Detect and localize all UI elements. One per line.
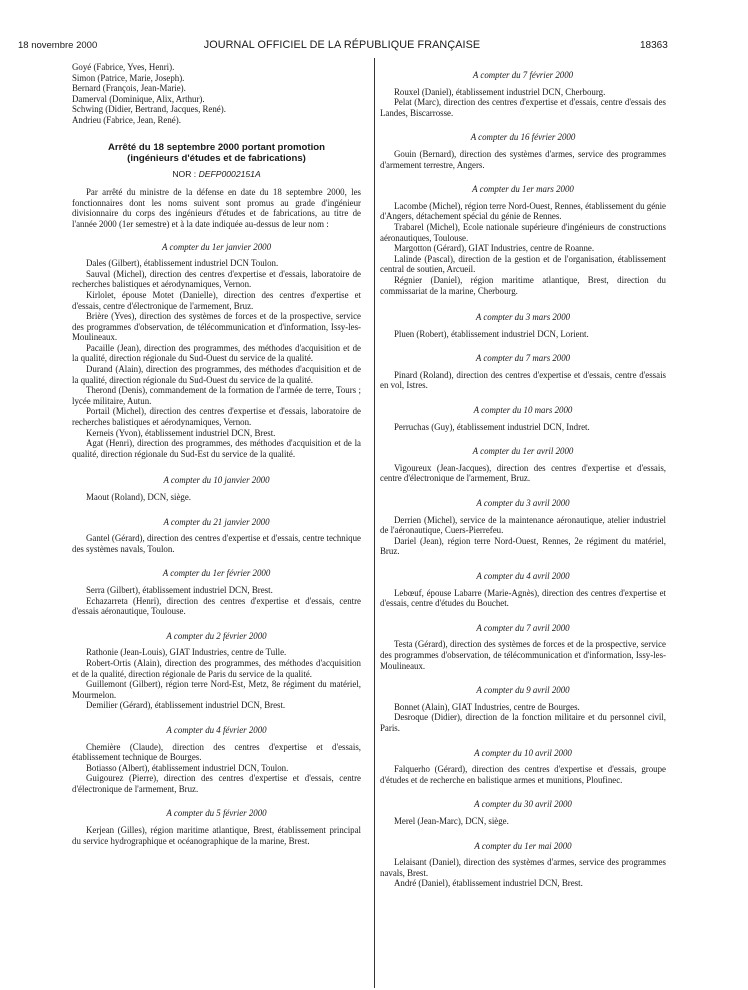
entry: Margotton (Gérard), GIAT Industries, centre de Roanne. [394, 243, 595, 254]
entry: Dales (Gilbert), établissement industriel DCN Toulon. [86, 258, 279, 269]
nor-code: DEFP0002151A [198, 168, 261, 179]
name-list [72, 62, 361, 126]
nor-reference [72, 169, 361, 180]
section-date: A compter du 4 février 2000 [166, 724, 267, 735]
name-item: Bernard (François, Jean-Marie). [72, 83, 186, 94]
entry: Merel (Jean-Marc), DCN, siège. [394, 815, 509, 826]
entry: Vigoureux (Jean-Jacques), direction des centres d'expertise et d'essais, centre d'électronique de l'armement, Bruz. [380, 462, 666, 484]
section-date: A compter du 7 mars 2000 [475, 353, 571, 364]
section-date: A compter du 1er mars 2000 [472, 184, 574, 195]
section-date: A compter du 7 février 2000 [472, 70, 574, 80]
section-date: A compter du 30 avril 2000 [474, 799, 572, 810]
section-date: A compter du 1er avril 2000 [472, 446, 574, 457]
section-date: A compter du 10 mars 2000 [473, 405, 573, 416]
name-item: Andrieu (Fabrice, Jean, René). [72, 114, 181, 125]
page-header [18, 36, 666, 52]
section-date: A compter du 5 février 2000 [166, 808, 267, 819]
entry: André (Daniel), établissement industriel DCN, Brest. [394, 878, 583, 889]
entry: Guigourez (Pierre), direction des centres d'expertise et d'essais, centre d'électronique de l'armement, Bruz. [72, 773, 361, 794]
decree-intro: Par arrêté du ministre de la défense en date du 18 septembre 2000, les fonctionnaires dont les noms suivent sont promus au grade d'ingénieur divisionnaire du corps des ingénieurs d'études et de fabrications, au titre de l'année 2000 (1er semestre) et à la date indiquée au-dessus de leur nom : [72, 187, 361, 229]
entry: Bonnet (Alain), GIAT Industries, centre de Bourges. [394, 701, 580, 712]
entry: Gouin (Bernard), direction des systèmes d'armes, service des programmes d'armement terrestre, Angers. [380, 148, 666, 170]
entry: Lelaisant (Daniel), direction des systèmes d'armes, service des programmes navals, Brest. [380, 857, 666, 878]
section-date: A compter du 1er janvier 2000 [161, 241, 272, 252]
entry: Echazarreta (Henri), direction des centres d'expertise et d'essais, centre d'essais aéronautique, Toulouse. [72, 595, 361, 617]
name-item: Simon (Patrice, Marie, Joseph). [72, 72, 185, 83]
entry: Pluen (Robert), établissement industriel DCN, Lorient. [394, 328, 589, 339]
entry: Derrien (Michel), service de la maintenance aéronautique, atelier industriel de l'aéronautique, Cuers-Pierrefeu. [380, 514, 666, 536]
entry: Rathonie (Jean-Louis), GIAT Industries, centre de Tulle. [86, 647, 287, 658]
entry: Lebœuf, épouse Labarre (Marie-Agnès), direction des centres d'expertise et d'essais, centre d'études du Bouchet. [380, 587, 666, 609]
section-date: A compter du 16 février 2000 [470, 132, 576, 143]
entry: Lacombe (Michel), région terre Nord-Ouest, Rennes, établissement du génie d'Angers, détachement spécial du génie de Rennes. [380, 200, 666, 222]
entry: Sauval (Michel), direction des centres d'expertise et d'essais, laboratoire de recherches balistiques et aérodynamiques, Vernon. [72, 268, 361, 290]
entry: Serra (Gilbert), établissement industriel DCN, Brest. [86, 584, 273, 595]
entry: Botiasso (Albert), établissement industriel DCN, Toulon. [86, 762, 289, 773]
name-item: Schwing (Didier, Bertrand, Jacques, René). [72, 104, 226, 115]
name-item: Goyé (Fabrice, Yves, Henri). [72, 62, 175, 72]
section-date: A compter du 2 février 2000 [166, 630, 267, 641]
entry: Therond (Denis), commandement de la formation de l'armée de terre, Tours ; lycée militaire, Autun. [72, 385, 361, 406]
left-column [72, 62, 361, 846]
entry: Durand (Alain), direction des programmes, des méthodes d'acquisition et de la qualité, direction régionale du Sud-Ouest du service de la qualité. [72, 364, 361, 385]
entry: Rouxel (Daniel), établissement industriel DCN, Cherbourg. [394, 86, 606, 97]
entry: Régnier (Daniel), région maritime atlantique, Brest, direction du commissariat de la marine, Cherbourg. [380, 274, 666, 296]
entry: Brière (Yves), direction des systèmes de forces et de la prospective, service des programmes d'observation, de télécommunication et d'information, Issy-les-Moulineaux. [72, 311, 361, 343]
entry: Kerjean (Gilles), région maritime atlantique, Brest, établissement principal du service hydrographique et océanographique de la marine, Brest. [72, 825, 361, 846]
nor-label: NOR : [172, 168, 197, 179]
column-divider [374, 58, 375, 988]
entry: Pinard (Roland), direction des centres d'expertise et d'essais, centre d'essais en vol, Istres. [380, 369, 666, 391]
entry: Agat (Henri), direction des programmes, des méthodes d'acquisition et de la qualité, direction régionale du Sud-Est du service de la qualité. [72, 438, 361, 459]
name-item: Damerval (Dominique, Alix, Arthur). [72, 93, 205, 104]
entry: Pelat (Marc), direction des centres d'expertise et d'essais, centre d'essais des Landes, Biscarrosse. [380, 97, 666, 118]
page-number: 18363 [640, 40, 668, 51]
section-date: A compter du 4 avril 2000 [476, 571, 570, 581]
entry: Guillemont (Gilbert), région terre Nord-Est, Metz, 8e régiment du matériel, Mourmelon. [72, 679, 361, 700]
entry: Kirlolet, épouse Motet (Danielle), direction des centres d'expertise et d'essais, centre d'électronique de l'armement, Bruz. [72, 289, 361, 311]
right-column [380, 62, 666, 889]
entry: Pacaille (Jean), direction des programmes, des méthodes d'acquisition et de la qualité, direction régionale du Sud-Ouest du service de la qualité. [72, 342, 361, 364]
entry: Testa (Gérard), direction des systèmes de forces et de la prospective, service des programmes d'observation, de télécommunication et d'information, Issy-les-Moulineaux. [380, 639, 666, 671]
section-date: A compter du 21 janvier 2000 [163, 516, 270, 527]
entry: Chemière (Claude), direction des centres d'expertise et d'essais, établissement technique de Bourges. [72, 741, 361, 763]
entry: Perruchas (Guy), établissement industriel DCN, Indret. [394, 421, 590, 432]
section-date: A compter du 7 avril 2000 [476, 622, 570, 633]
entry: Falquerho (Gérard), direction des centres d'expertise et d'essais, groupe d'études et de recherche en balistique armes et munitions, Ploufinec. [380, 764, 666, 785]
entry: Portail (Michel), direction des centres d'expertise et d'essais, laboratoire de recherches balistiques et aérodynamiques, Vernon. [72, 406, 361, 428]
journal-title: JOURNAL OFFICIEL DE LA RÉPUBLIQUE FRANÇAISE [203, 39, 481, 51]
section-date: A compter du 9 avril 2000 [476, 685, 570, 696]
decree-subtitle: (ingénieurs d'études et de fabrications) [127, 153, 306, 165]
entry: Trabarel (Michel), Ecole nationale supérieure d'ingénieurs de constructions aéronautiques, Toulouse. [380, 221, 666, 243]
header-date: 18 novembre 2000 [18, 40, 98, 51]
entry: Demilier (Gérard), établissement industriel DCN, Brest. [86, 700, 286, 711]
entry: Kerneis (Yvon), établissement industriel DCN, Brest. [86, 427, 276, 438]
entry: Desroque (Didier), direction de la fonction militaire et du personnel civil, Paris. [380, 712, 666, 733]
section-date: A compter du 3 mars 2000 [475, 312, 571, 323]
section-date: A compter du 1er mai 2000 [474, 840, 572, 851]
entry: Gantel (Gérard), direction des centres d'expertise et d'essais, centre technique des systèmes navals, Toulon. [72, 533, 361, 554]
entry: Maout (Roland), DCN, siège. [86, 492, 192, 502]
entry: Lalinde (Pascal), direction de la gestion et de l'organisation, établissement central de soutien, Arcueil. [380, 253, 666, 275]
section-date: A compter du 10 janvier 2000 [163, 475, 270, 486]
decree-title: Arrêté du 18 septembre 2000 portant promotion [108, 141, 325, 153]
entry: Dariel (Jean), région terre Nord-Ouest, Rennes, 2e régiment du matériel, Bruz. [380, 535, 666, 557]
section-date: A compter du 1er février 2000 [162, 568, 271, 579]
entry: Robert-Ortis (Alain), direction des programmes, des méthodes d'acquisition et de la qualité, direction régionale de Paris du service de la qualité. [72, 657, 361, 679]
section-date: A compter du 10 avril 2000 [474, 747, 572, 758]
section-date: A compter du 3 avril 2000 [476, 498, 570, 509]
